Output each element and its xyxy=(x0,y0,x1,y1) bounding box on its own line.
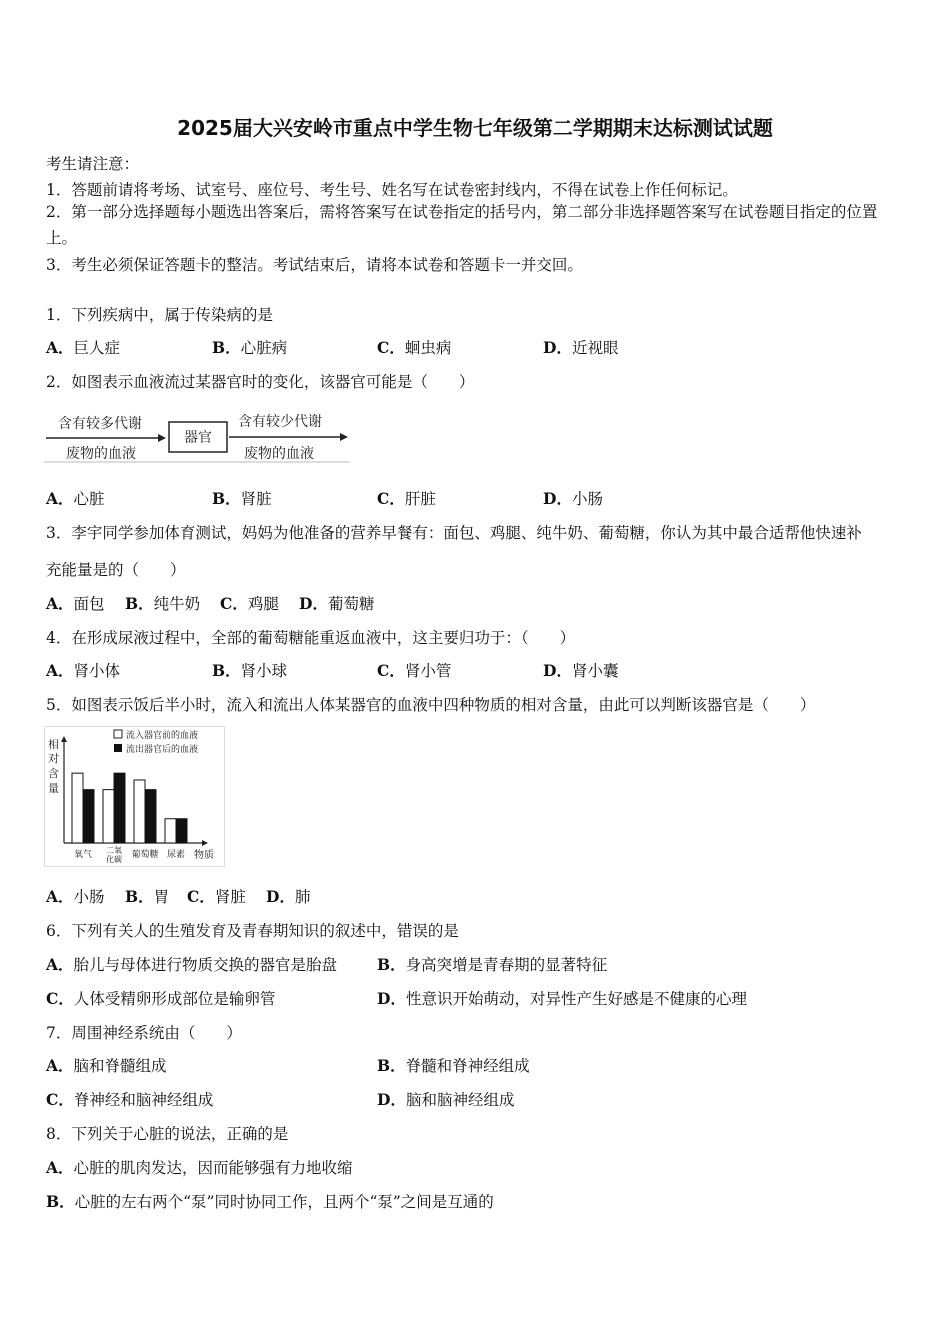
q5-option-b[interactable]: B．胃 xyxy=(125,887,170,906)
q2-option-a[interactable]: A．心脏 xyxy=(46,489,105,508)
bar-in-2 xyxy=(134,780,145,843)
q5-bar-chart xyxy=(44,726,226,868)
diagram-right-bottom: 废物的血液 xyxy=(244,446,314,462)
q3-stem-line2: 充能量是的（ ） xyxy=(46,561,186,579)
q2-stem: 2．如图表示血液流过某器官时的变化，该器官可能是（ ） xyxy=(46,373,475,391)
q1-option-d[interactable]: D．近视眼 xyxy=(543,338,619,357)
q2-option-d[interactable]: D．小肠 xyxy=(543,489,603,508)
category-label-3: 尿素 xyxy=(166,850,186,860)
q1-option-b[interactable]: B．心脏病 xyxy=(212,338,288,357)
q4-stem: 4．在形成尿液过程中，全部的葡萄糖能重返血液中，这主要归功于：（ ） xyxy=(46,629,576,647)
q5-stem: 5．如图表示饭后半小时，流入和流出人体某器官的血液中四种物质的相对含量，由此可以判断该器官是（ ） xyxy=(46,696,816,714)
chart-ylabel-1: 相 xyxy=(48,738,59,751)
q7-option-a[interactable]: A．脑和脊髓组成 xyxy=(46,1056,167,1075)
diagram-left-top: 含有较多代谢 xyxy=(58,416,142,432)
diagram-arrowhead-right xyxy=(340,433,348,441)
q2-option-b[interactable]: B．肾脏 xyxy=(212,489,272,508)
q2-option-c[interactable]: C．肝脏 xyxy=(377,489,436,508)
category-label-0: 氧气 xyxy=(73,850,93,860)
q6-option-b[interactable]: B．身高突增是青春期的显著特征 xyxy=(377,955,608,974)
q4-option-a[interactable]: A．肾小体 xyxy=(46,661,121,680)
bar-out-1 xyxy=(114,773,125,843)
q7-option-d[interactable]: D．脑和脑神经组成 xyxy=(377,1090,515,1109)
bar-in-1 xyxy=(103,790,114,843)
legend-label-out: 流出器官后的血液 xyxy=(126,745,199,755)
chart-ylabel-4: 量 xyxy=(48,782,59,795)
page-title: 2025届大兴安岭市重点中学生物七年级第二学期期末达标测试试题 xyxy=(177,116,773,140)
notice-heading: 考生请注意： xyxy=(46,155,140,173)
bar-in-0 xyxy=(72,773,83,843)
q4-option-b[interactable]: B．肾小球 xyxy=(212,661,288,680)
bar-out-3 xyxy=(176,819,187,843)
q8-option-b[interactable]: B．心脏的左右两个“泵”同时协同工作，且两个“泵”之间是互通的 xyxy=(46,1192,494,1211)
bar-in-3 xyxy=(165,819,176,843)
diagram-arrowhead-left xyxy=(158,434,166,442)
q3-stem-line1: 3．李宇同学参加体育测试，妈妈为他准备的营养早餐有：面包、鸡腿、纯牛奶、葡萄糖，你认为其中最合适帮他快速补 xyxy=(46,524,862,542)
notice-item-3: 3．考生必须保证答题卡的整洁。考试结束后，请将本试卷和答题卡一并交回。 xyxy=(46,256,583,274)
q5-option-c[interactable]: C．肾脏 xyxy=(187,887,246,906)
diagram-right-top: 含有较少代谢 xyxy=(238,414,322,430)
q5-option-d[interactable]: D．肺 xyxy=(266,887,311,906)
q6-option-a[interactable]: A．胎儿与母体进行物质交换的器官是胎盘 xyxy=(46,955,338,974)
q6-stem: 6．下列有关人的生殖发育及青春期知识的叙述中，错误的是 xyxy=(46,922,459,940)
q7-option-c[interactable]: C．脊神经和脑神经组成 xyxy=(46,1090,214,1109)
category-label-1: 二氧化碳 xyxy=(106,846,122,864)
q3-option-a[interactable]: A．面包 xyxy=(46,594,105,613)
chart-xlabel: 物质 xyxy=(194,850,214,861)
chart-ylabel-2: 对 xyxy=(48,752,59,765)
chart-ylabel-3: 含 xyxy=(48,767,59,780)
bar-out-0 xyxy=(83,790,94,843)
q3-option-d[interactable]: D．葡萄糖 xyxy=(299,594,375,613)
notice-item-1: 1．答题前请将考场、试室号、座位号、考生号、姓名写在试卷密封线内，不得在试卷上作任何标记。 xyxy=(46,181,738,199)
notice-item-2: 2．第一部分选择题每小题选出答案后，需将答案写在试卷指定的括号内，第二部分非选择题答案写在试卷题目指定的位置上。 xyxy=(46,203,878,247)
diagram-box-label: 器官 xyxy=(184,430,212,446)
q1-option-a[interactable]: A．巨人症 xyxy=(46,338,121,357)
q4-option-c[interactable]: C．肾小管 xyxy=(377,661,452,680)
q8-option-a[interactable]: A．心脏的肌肉发达，因而能够强有力地收缩 xyxy=(46,1158,353,1177)
q8-stem: 8．下列关于心脏的说法，正确的是 xyxy=(46,1125,289,1143)
q2-diagram xyxy=(44,404,354,466)
legend-swatch-out xyxy=(114,744,122,752)
q7-option-b[interactable]: B．脊髓和脊神经组成 xyxy=(377,1056,530,1075)
legend-label-in: 流入器官前的血液 xyxy=(126,731,199,741)
q6-option-d[interactable]: D．性意识开始萌动，对异性产生好感是不健康的心理 xyxy=(377,989,747,1008)
q1-option-c[interactable]: C．蛔虫病 xyxy=(377,338,452,357)
category-label-2: 葡萄糖 xyxy=(131,850,159,860)
q5-option-a[interactable]: A．小肠 xyxy=(46,887,105,906)
q4-option-d[interactable]: D．肾小囊 xyxy=(543,661,619,680)
legend-swatch-in xyxy=(114,730,122,738)
bar-out-2 xyxy=(145,790,156,843)
q7-stem: 7．周围神经系统由（ ） xyxy=(46,1024,242,1042)
q1-stem: 1．下列疾病中，属于传染病的是 xyxy=(46,306,273,324)
q3-option-c[interactable]: C．鸡腿 xyxy=(220,594,279,613)
q6-option-c[interactable]: C．人体受精卵形成部位是输卵管 xyxy=(46,989,276,1008)
diagram-left-bottom: 废物的血液 xyxy=(66,446,136,462)
q3-option-b[interactable]: B．纯牛奶 xyxy=(125,594,201,613)
